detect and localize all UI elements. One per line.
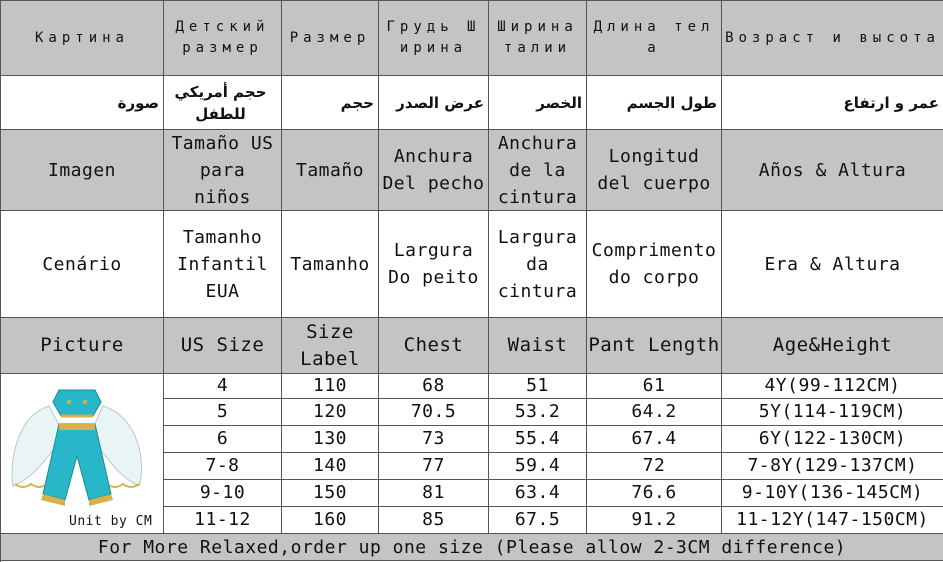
size-age-cell: 9-10Y(136-145CM) <box>722 480 943 507</box>
ar-header-picture: صورة <box>1 76 164 130</box>
size-length-cell: 67.4 <box>587 426 722 453</box>
ru-header-picture: Картина <box>1 1 164 76</box>
ru-header-us-size: Детский размер <box>164 1 282 76</box>
unit-note: Unit by CM <box>69 514 153 529</box>
size-chest-cell: 68 <box>379 374 489 399</box>
es-header-length: Longitud del cuerpo <box>587 130 722 211</box>
pt-header-picture: Cenário <box>1 211 164 318</box>
size-waist-cell: 67.5 <box>489 507 587 534</box>
pt-header-waist: Largura da cintura <box>489 211 587 318</box>
ar-header-waist: الخصر <box>489 76 587 130</box>
size-length-cell: 91.2 <box>587 507 722 534</box>
costume-picture <box>1 374 164 534</box>
pt-header-size-label: Tamanho <box>282 211 379 318</box>
size-chest-cell: 70.5 <box>379 399 489 426</box>
size-chest-cell: 77 <box>379 453 489 480</box>
en-header-us-size: US Size <box>164 318 282 374</box>
size-chest-cell: 81 <box>379 480 489 507</box>
size-waist-cell: 59.4 <box>489 453 587 480</box>
size-us-cell: 5 <box>164 399 282 426</box>
pt-header-chest: Largura Do peito <box>379 211 489 318</box>
size-length-cell: 61 <box>587 374 722 399</box>
ru-header-size-label: Размер <box>282 1 379 76</box>
ar-header-length: طول الجسم <box>587 76 722 130</box>
size-label-cell: 110 <box>282 374 379 399</box>
es-header-waist: Anchura de la cintura <box>489 130 587 211</box>
size-label-cell: 150 <box>282 480 379 507</box>
en-header-size-label: Size Label <box>282 318 379 374</box>
es-header-us-size: Tamaño US para niños <box>164 130 282 211</box>
size-waist-cell: 53.2 <box>489 399 587 426</box>
ar-header-size-label: حجم <box>282 76 379 130</box>
size-us-cell: 6 <box>164 426 282 453</box>
size-waist-cell: 63.4 <box>489 480 587 507</box>
size-length-cell: 76.6 <box>587 480 722 507</box>
ar-header-us-size: حجم أمريكي للطفل <box>164 76 282 130</box>
size-waist-cell: 55.4 <box>489 426 587 453</box>
pt-header-length: Comprimento do corpo <box>587 211 722 318</box>
footer-note: For More Relaxed,order up one size (Please allow 2-3CM difference) <box>1 534 943 561</box>
size-label-cell: 130 <box>282 426 379 453</box>
es-header-picture: Imagen <box>1 130 164 211</box>
es-header-age: Años & Altura <box>722 130 943 211</box>
en-header-chest: Chest <box>379 318 489 374</box>
size-us-cell: 4 <box>164 374 282 399</box>
size-chest-cell: 73 <box>379 426 489 453</box>
size-label-cell: 160 <box>282 507 379 534</box>
pt-header-age: Era & Altura <box>722 211 943 318</box>
size-label-cell: 140 <box>282 453 379 480</box>
size-label-cell: 120 <box>282 399 379 426</box>
en-header-picture: Picture <box>1 318 164 374</box>
ru-header-waist: Ширина талии <box>489 1 587 76</box>
ru-header-length: Длина тела <box>587 1 722 76</box>
size-us-cell: 11-12 <box>164 507 282 534</box>
size-waist-cell: 51 <box>489 374 587 399</box>
ar-header-age: عمر و ارتفاع <box>722 76 943 130</box>
es-header-size-label: Tamaño <box>282 130 379 211</box>
size-us-cell: 9-10 <box>164 480 282 507</box>
en-header-age: Age&Height <box>722 318 943 374</box>
size-age-cell: 4Y(99-112CM) <box>722 374 943 399</box>
en-header-length: Pant Length <box>587 318 722 374</box>
costume-illustration <box>7 376 157 526</box>
pt-header-us-size: Tamanho Infantil EUA <box>164 211 282 318</box>
size-age-cell: 7-8Y(129-137CM) <box>722 453 943 480</box>
size-chest-cell: 85 <box>379 507 489 534</box>
size-age-cell: 11-12Y(147-150CM) <box>722 507 943 534</box>
size-us-cell: 7-8 <box>164 453 282 480</box>
ar-header-chest: عرض الصدر <box>379 76 489 130</box>
size-age-cell: 5Y(114-119CM) <box>722 399 943 426</box>
size-length-cell: 72 <box>587 453 722 480</box>
ru-header-chest: Грудь Ширина <box>379 1 489 76</box>
size-age-cell: 6Y(122-130CM) <box>722 426 943 453</box>
es-header-chest: Anchura Del pecho <box>379 130 489 211</box>
size-length-cell: 64.2 <box>587 399 722 426</box>
en-header-waist: Waist <box>489 318 587 374</box>
ru-header-age: Возраст и высота <box>722 1 943 76</box>
